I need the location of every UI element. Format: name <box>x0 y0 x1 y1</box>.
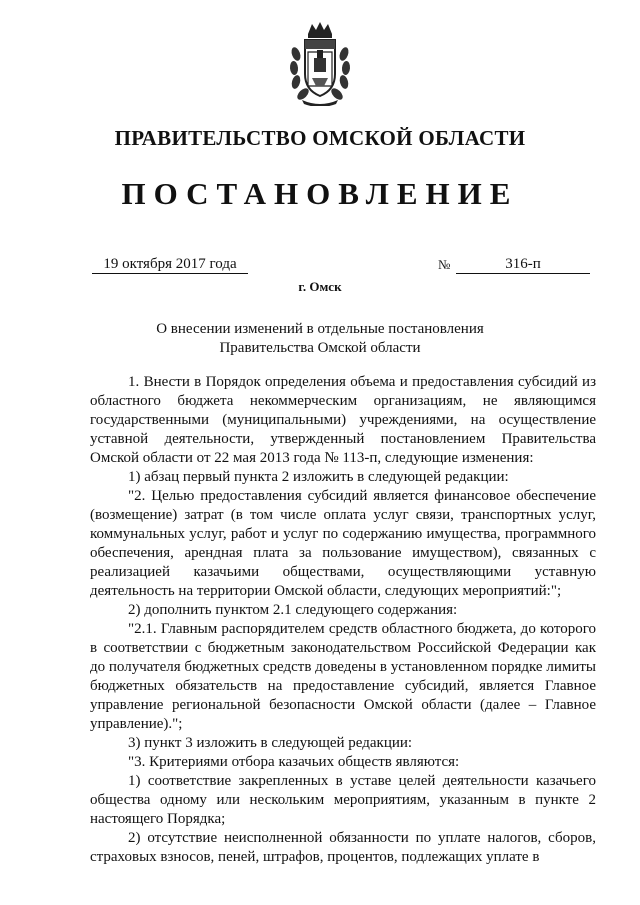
document-number: 316-п <box>456 255 590 274</box>
paragraph: 1. Внести в Порядок определения объема и предоставления субсидий из областного бюджета некоммерческим организациям, не являющимся государственными (муниципальными) учреждениями, на осуществление уставной деятельности, утвержденный постановлением Правительства Омской области от 22 мая 2013 года № 113-п, следующие изменения: <box>90 374 596 466</box>
paragraph: 2) дополнить пунктом 2.1 следующего содержания: <box>128 602 458 618</box>
document-type: ПОСТАНОВЛЕНИЕ <box>121 176 519 211</box>
paragraph: 2) отсутствие неисполненной обязанности по уплате налогов, сборов, страховых взносов, пеней, штрафов, процентов, подлежащих уплате в <box>90 830 596 865</box>
document-title-line: О внесении изменений в отдельные постановления <box>156 321 484 337</box>
document-body <box>90 373 596 867</box>
omsk-region-coat-of-arms-icon <box>288 20 352 106</box>
number-sign: № <box>438 257 451 272</box>
paragraph: "2. Целью предоставления субсидий является финансовое обеспечение (возмещение) затрат (в том числе оплата услуг связи, транспортных услуг, коммунальных услуг, работ и услуг по содержанию имущества, программного обеспечения, арендная плата за пользование имуществом), связанных с реализацией казачьими обществами, осуществляющими уставную деятельность на территории Омской области, следующих мероприятий:"; <box>90 488 596 599</box>
paragraph: 1) абзац первый пункта 2 изложить в следующей редакции: <box>128 469 509 485</box>
document-date: 19 октября 2017 года <box>92 255 248 274</box>
document-title-line: Правительства Омской области <box>219 340 421 356</box>
paragraph: "3. Критериями отбора казачьих обществ являются: <box>128 754 460 770</box>
organization-name: ПРАВИТЕЛЬСТВО ОМСКОЙ ОБЛАСТИ <box>114 126 526 150</box>
paragraph: 3) пункт 3 изложить в следующей редакции: <box>128 735 413 751</box>
paragraph: 1) соответствие закрепленных в уставе целей деятельности казачьего общества одному или нескольким мероприятиям, указанным в пункте 2 настоящего Порядка; <box>90 773 596 827</box>
document-title <box>80 320 560 358</box>
document-city: г. Омск <box>298 279 342 294</box>
paragraph: "2.1. Главным распорядителем средств областного бюджета, до которого в соответствии с бюджетным законодательством Российской Федерации как до получателя бюджетных средств доведены в установленном порядке лимиты бюджетных обязательств на предоставление субсидий, является Главное управление региональной безопасности Омской области (далее – Главное управление)."; <box>90 621 596 732</box>
